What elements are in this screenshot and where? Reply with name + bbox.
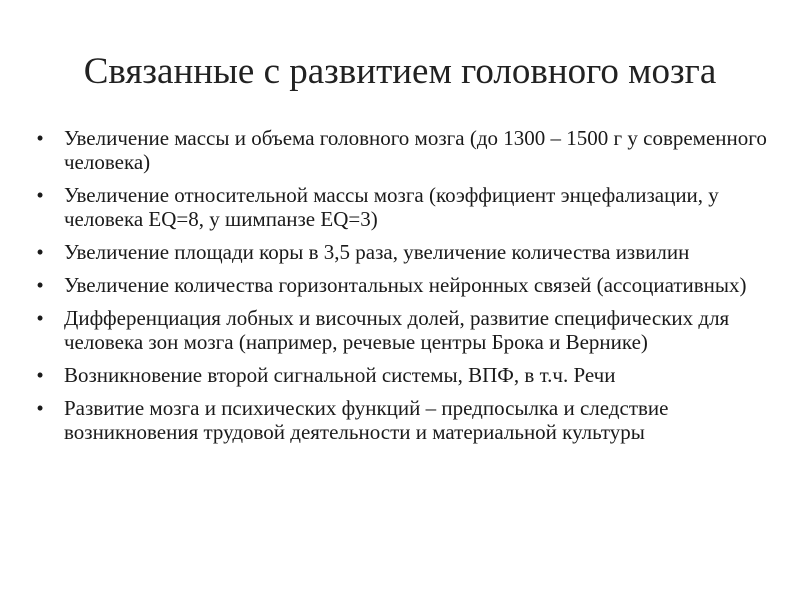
slide-title: Связанные с развитием головного мозга (83, 51, 717, 92)
bullet-list (28, 126, 778, 453)
bullet-item (28, 240, 778, 264)
bullet-text: Увеличение количества горизонтальных нейронных связей (ассоциативных) (64, 273, 747, 297)
bullet-text: Дифференциация лобных и височных долей, развитие специфических для человека зон мозга (например, речевые центры Брока и Вернике) (64, 306, 730, 354)
bullet-item (28, 363, 778, 387)
bullet-text: Возникновение второй сигнальной системы, ВПФ, в т.ч. Речи (64, 363, 616, 387)
bullet-dot-icon: • (36, 273, 44, 297)
bullet-dot-icon: • (36, 363, 44, 387)
bullet-item (28, 396, 778, 444)
bullet-item (28, 183, 778, 231)
bullet-item (28, 126, 778, 174)
bullet-text: Увеличение относительной массы мозга (коэффициент энцефализации, у человека EQ=8, у шимпанзе EQ=3) (64, 183, 719, 231)
bullet-dot-icon: • (36, 240, 44, 264)
bullet-dot-icon: • (36, 306, 44, 330)
bullet-item (28, 273, 778, 297)
bullet-text: Увеличение массы и объема головного мозга (до 1300 – 1500 г у современного человека) (64, 126, 767, 174)
bullet-item (28, 306, 778, 354)
bullet-text: Увеличение площади коры в 3,5 раза, увеличение количества извилин (64, 240, 690, 264)
bullet-dot-icon: • (36, 396, 44, 420)
bullet-dot-icon: • (36, 126, 44, 150)
bullet-text: Развитие мозга и психических функций – предпосылка и следствие возникновения трудовой деятельности и материальной культуры (64, 396, 669, 444)
bullet-dot-icon: • (36, 183, 44, 207)
